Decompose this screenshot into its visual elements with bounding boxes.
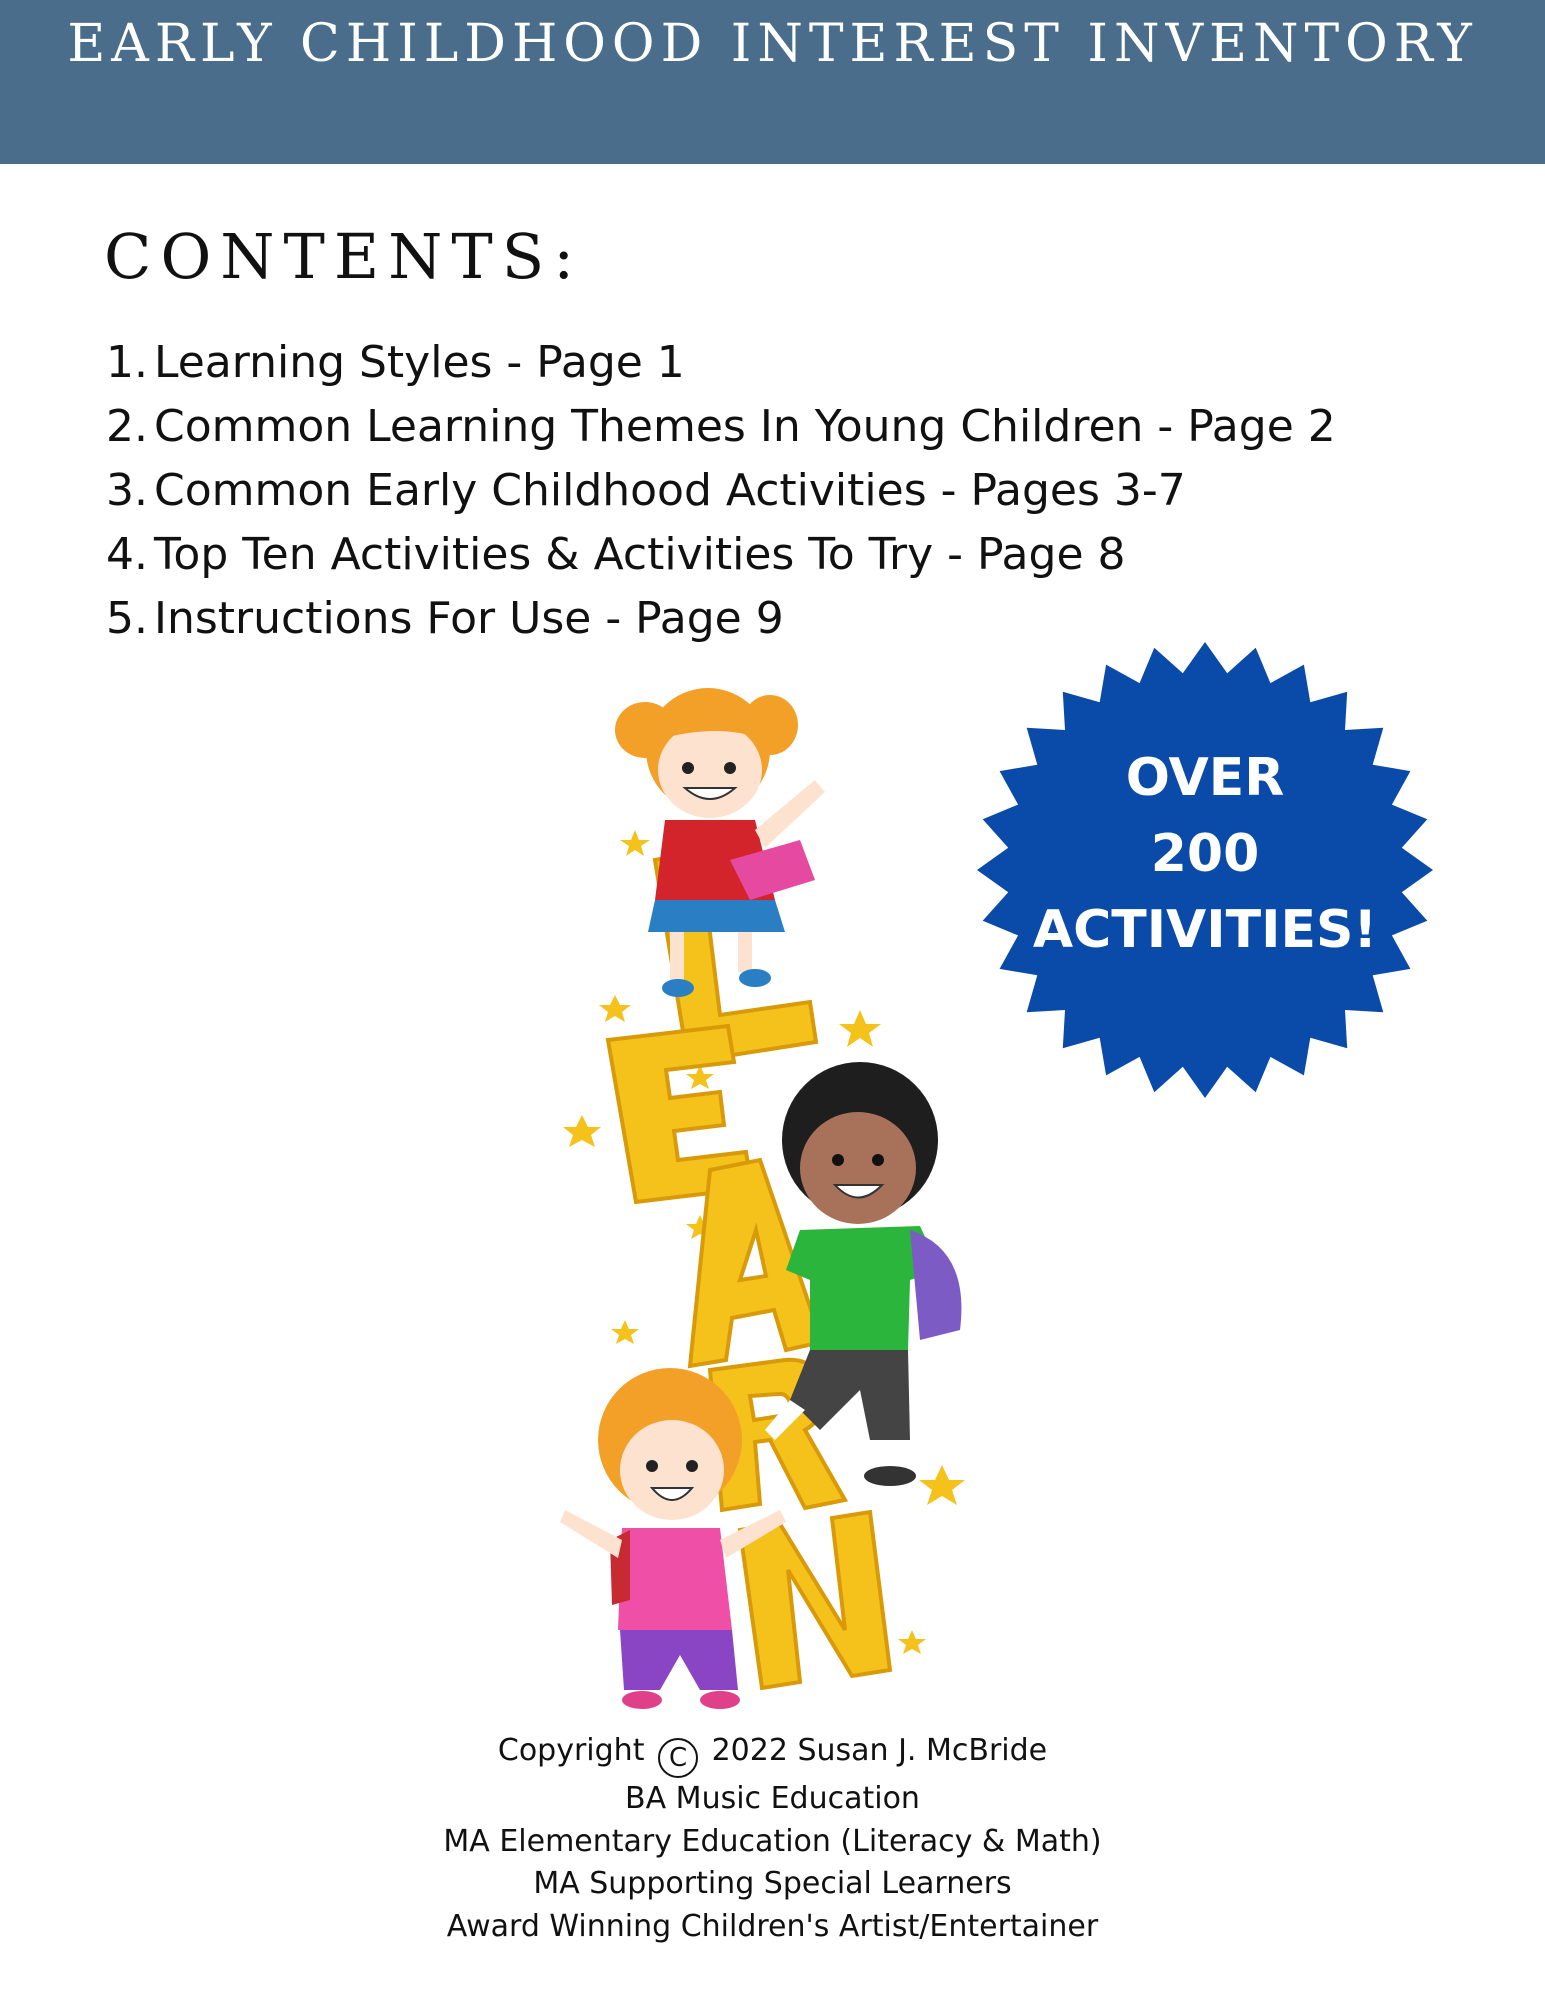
star-icon <box>611 1320 639 1344</box>
toc-item-number: 2. <box>106 400 148 452</box>
toc-item-text: Common Early Childhood Activities - Pages 3-7 <box>154 464 1186 516</box>
letter-n-icon <box>740 1512 890 1688</box>
toc-item <box>106 458 1336 522</box>
star-icon <box>919 1465 965 1505</box>
copyright-line <box>0 1730 1545 1778</box>
toc-item-text: Top Ten Activities & Activities To Try - Page 8 <box>154 528 1126 580</box>
header-band <box>0 0 1545 164</box>
badge-line-3: ACTIVITIES! <box>1032 900 1378 960</box>
star-icon <box>620 830 650 856</box>
star-icon <box>599 995 631 1022</box>
toc-item-number: 1. <box>106 336 148 388</box>
badge-text <box>975 740 1435 968</box>
credential-line: Award Winning Children's Artist/Entertainer <box>446 1908 1099 1944</box>
contents-heading: CONTENTS: <box>104 220 584 293</box>
activities-badge <box>975 640 1435 1100</box>
toc-item-number: 4. <box>106 528 148 580</box>
table-of-contents <box>106 330 1336 650</box>
learn-illustration <box>560 670 1000 1710</box>
badge-line-1: OVER <box>1125 748 1285 808</box>
credential-line: BA Music Education <box>625 1781 920 1816</box>
toc-item-number: 3. <box>106 464 148 516</box>
toc-item-number: 5. <box>106 592 148 644</box>
copyright-prefix: Copyright <box>497 1733 645 1768</box>
star-icon <box>563 1115 601 1147</box>
badge-line-2: 200 <box>1150 824 1260 884</box>
star-icon <box>839 1010 881 1047</box>
toc-item <box>106 394 1336 458</box>
copyright-suffix: 2022 Susan J. McBride <box>711 1733 1048 1768</box>
star-icon <box>898 1630 926 1654</box>
toc-item-text: Learning Styles - Page 1 <box>154 336 685 388</box>
toc-item <box>106 522 1336 586</box>
toc-item-text: Common Learning Themes In Young Children - Page 2 <box>154 400 1336 452</box>
document-title: EARLY CHILDHOOD INTEREST INVENTORY <box>67 14 1478 74</box>
toc-item <box>106 330 1336 394</box>
footer <box>0 1730 1545 1948</box>
credential-line: MA Supporting Special Learners <box>533 1866 1012 1901</box>
girl-red-shirt-icon <box>615 688 825 997</box>
copyright-icon: C <box>658 1738 698 1778</box>
toc-item-text: Instructions For Use - Page 9 <box>154 592 784 644</box>
credential-line: MA Elementary Education (Literacy & Math) <box>443 1823 1102 1859</box>
